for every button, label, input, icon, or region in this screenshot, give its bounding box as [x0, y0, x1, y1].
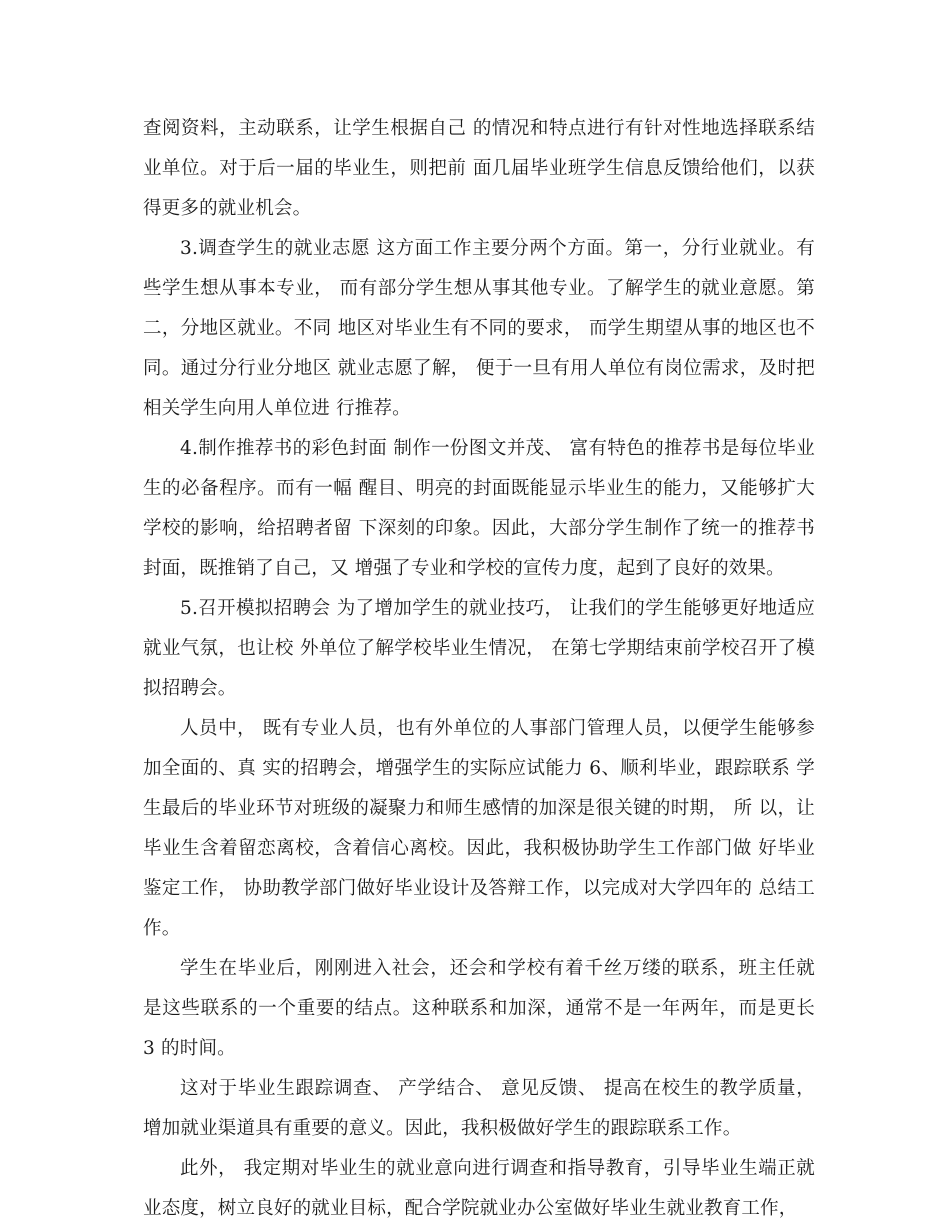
- document-body: [143, 109, 822, 1229]
- paragraph-2: 3.调查学生的就业志愿 这方面工作主要分两个方面。第一，分行业就业。有些学生想从事本专业， 而有部分学生想从事其他专业。了解学生的就业意愿。第二，分地区就业。不同 地区对毕业生有不同的要求， 而学生期望从事的地区也不同。通过分行业分地区 就业志愿了解， 便于一旦有用人单位有岗位需求，及时把相关学生向用人单位进 行推荐。: [143, 238, 815, 419]
- paragraph-7: 这对于毕业生跟踪调查、 产学结合、 意见反馈、 提高在校生的教学质量，增加就业渠道具有重要的意义。因此，我积极做好学生的跟踪联系工作。: [143, 1078, 815, 1139]
- paragraph-4: 5.召开模拟招聘会 为了增加学生的就业技巧， 让我们的学生能够更好地适应就业气氛，也让校 外单位了解学校毕业生情况， 在第七学期结束前学校召开了模拟招聘会。: [143, 598, 815, 699]
- paragraph-1: 查阅资料，主动联系，让学生根据自己 的情况和特点进行有针对性地选择联系结业单位。对于后一届的毕业生，则把前 面几届毕业班学生信息反馈给他们，以获得更多的就业机会。: [143, 118, 815, 219]
- paragraph-6: 学生在毕业后，刚刚进入社会，还会和学校有着千丝万缕的联系，班主任就是这些联系的一个重要的结点。这种联系和加深，通常不是一年两年，而是更长 3 的时间。: [143, 958, 822, 1059]
- paragraph-8: 此外， 我定期对毕业生的就业意向进行调查和指导教育，引导毕业生端正就业态度，树立良好的就业目标，配合学院就业办公室做好毕业生就业教育工作，: [143, 1158, 815, 1219]
- paragraph-5: 人员中， 既有专业人员，也有外单位的人事部门管理人员，以便学生能够参加全面的、真 实的招聘会，增强学生的实际应试能力 6、顺利毕业，跟踪联系 学生最后的毕业环节对班级的凝聚力和师生感情的加深是很关键的时期， 所 以，让毕业生含着留恋离校，含着信心离校。因此，我积极协助学生工作部门做 好毕业鉴定工作， 协助教学部门做好毕业设计及答辩工作，以完成对大学四年的 总结工作。: [143, 718, 815, 939]
- paragraph-3: 4.制作推荐书的彩色封面 制作一份图文并茂、 富有特色的推荐书是每位毕业生的必备程序。而有一幅 醒目、明亮的封面既能显示毕业生的能力，又能够扩大学校的影响，给招聘者留 下深刻的印象。因此，大部分学生制作了统一的推荐书封面，既推销了自己，又 增强了专业和学校的宣传力度，起到了良好的效果。: [143, 438, 815, 579]
